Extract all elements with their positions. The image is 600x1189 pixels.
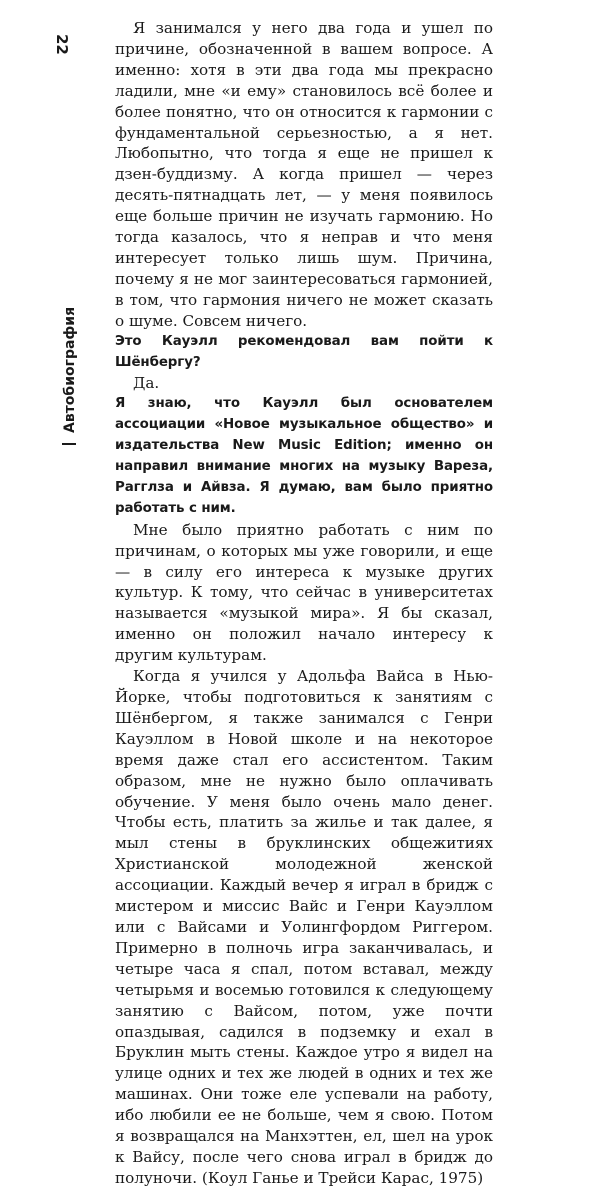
interviewer-question: Я знаю, что Кауэлл был основателем ассоциации «Новое музыкальное общество» и издательства New Music Edition; именно он направил внимание многих на музыку Вареза, Рагглза и Айвза. Я думаю, вам было приятно работать с ним. [115, 396, 493, 516]
running-head [62, 307, 78, 445]
main-text [115, 18, 493, 1189]
answer-paragraph: Мне было приятно работать с ним по причинам, о которых мы уже говорили, и еще — в силу его интереса к музыке других культур. К тому, что сейчас в университетах называется «музыкой мира». Я бы сказал, именно он положил начало интересу к другим культурам. [115, 520, 493, 665]
answer-short: Да. [133, 374, 160, 393]
running-head-title: Автобиография [62, 306, 78, 433]
side-rail [52, 0, 76, 750]
answer-paragraph: Я занимался у него два года и ушел по причине, обозначенной в вашем вопросе. А именно: хотя в эти два года мы прекрасно ладили, мне «и ему» становилось всё более и более понятно, что он относится к гармонии с фундаментальной серьезностью, а я нет. Любопытно, что тогда я еще не пришел к дзен-буддизму. А когда пришел — через десять-пятнадцать лет, — у меня появилось еще больше причин не изучать гармонию. Но тогда казалось, что я неправ и что меня интересует только лишь шум. Причина, почему я не мог заинтересоваться гармонией, в том, что гармония ничего не может сказать о шуме. Совсем ничего. [115, 19, 493, 330]
answer-paragraph: Когда я учился у Адольфа Вайса в Нью-Йорке, чтобы подготовиться к занятиям с Шёнбергом, я также занимался с Генри Кауэллом в Новой школе и на некоторое время даже стал его ассистентом. Таким образом, мне не нужно было оплачивать обучение. У меня было очень мало денег. Чтобы есть, платить за жилье и так далее, я мыл стены в бруклинских общежитиях Христианской молодежной женской ассоциации. Каждый вечер я играл в бридж с мистером и миссис Вайс и Генри Кауэллом или с Вайсами и Уолингфордом Риггером. Примерно в полночь игра заканчивалась, и четыре часа я спал, потом вставал, между четырьмя и восемью готовился к следующему занятию с Вайсом, потом, уже почти опаздывая, садился в подземку и ехал в Бруклин мыть стены. Каждое утро я видел на улице одних и тех же людей в одних и тех же машинах. Они тоже еле успевали на работу, ибо любили ее не больше, чем я свою. Потом я возвращался на Манхэттен, ел, шел на урок к Вайсу, после чего снова играл в бридж до полуночи. (Коул Ганье и Трейси Карас, 1975) [115, 667, 493, 1187]
interviewer-question: Это Кауэлл рекомендовал вам пойти к Шёнбергу? [115, 333, 493, 370]
running-head-bar [62, 443, 76, 445]
page-number: 22 [53, 34, 71, 55]
